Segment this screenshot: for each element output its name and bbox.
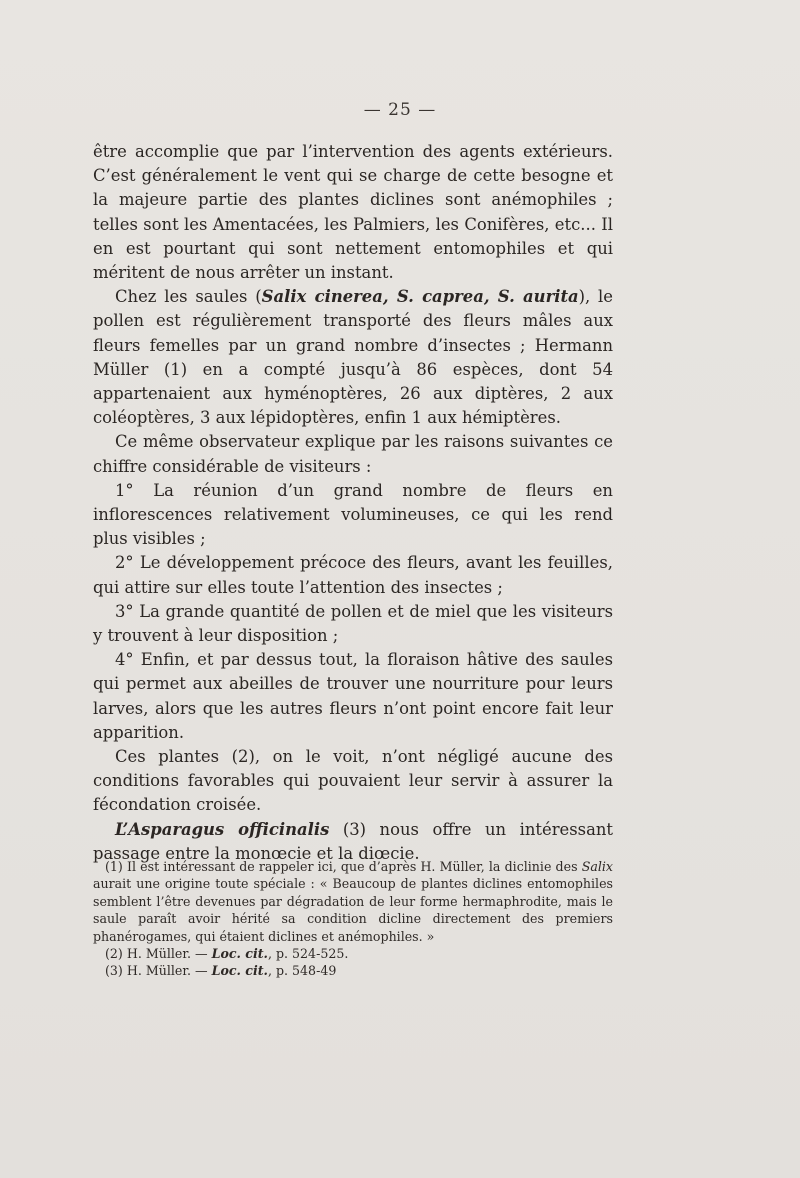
footnotes [93, 858, 613, 980]
page-number: — 25 — [363, 100, 437, 120]
list-item-4: 4° Enfin, et par dessus tout, la floraison hâtive des saules qui permet aux abeilles de trouver une nourriture pour leurs larves, alors que les autres fleurs n’ont point encore fait leur apparition. [93, 650, 613, 742]
paragraph-4: Ces plantes (2), on le voit, n’ont négligé aucune des conditions favorables qui pouvaient leur servir à assurer la fécondation croisée. [93, 747, 613, 815]
list-item-1: 1° La réunion d’un grand nombre de fleurs en inflorescences relativement volumineuses, ce qui les rend plus visibles ; [93, 480, 613, 549]
paragraph-2: Chez les saules (Salix cinerea, S. caprea, S. aurita), le pollen est régulièrement transporté des fleurs mâles aux fleurs femelles par un grand nombre d’insectes ; Hermann Müller (1) en a compté jusqu’à 86 espèces, dont 54 appartenaient aux hyménoptères, 26 aux diptères, 2 aux coléoptères, 3 aux lépidoptères, enfin 1 aux hémiptères. [93, 287, 613, 428]
paragraph-3: Ce même observateur explique par les raisons suivantes ce chiffre considérable de visiteurs : [93, 432, 613, 476]
list-item-3: 3° La grande quantité de pollen et de miel que les visiteurs y trouvent à leur disposition ; [93, 601, 613, 646]
footnote-2: (2) H. Müller. — Loc. cit., p. 524-525. [105, 946, 349, 962]
footnote-3: (3) H. Müller. — Loc. cit., p. 548-49 [105, 963, 337, 979]
footnote-1: (1) Il est intéressant de rappeler ici, que d’après H. Müller, la diclinie des Salix aurait une origine toute spéciale : « Beaucoup de plantes diclines entomophiles semblent l’être devenues par dégradation de leur forme hermaphrodite, mais le saule paraît avoir hérité sa condition dicline directement des premiers phanérogames, qui étaient diclines et anémophiles. » [93, 859, 613, 944]
paragraph-5: L’Asparagus officinalis (3) nous offre un intéressant passage entre la monœcie et la diœcie. [93, 819, 613, 863]
list-item-2: 2° Le développement précoce des fleurs, avant les feuilles, qui attire sur elles toute l’attention des insectes ; [93, 553, 613, 597]
paragraph-1: être accomplie que par l’intervention des agents extérieurs. C’est généralement le vent qui se charge de cette besogne et la majeure partie des plantes diclines sont anémophiles ; telles sont les Amentacées, les Palmiers, les Conifères, etc... Il en est pourtant qui sont nettement entomophiles et qui méritent de nous arrêter un instant. [93, 142, 613, 283]
body-text [93, 140, 613, 866]
